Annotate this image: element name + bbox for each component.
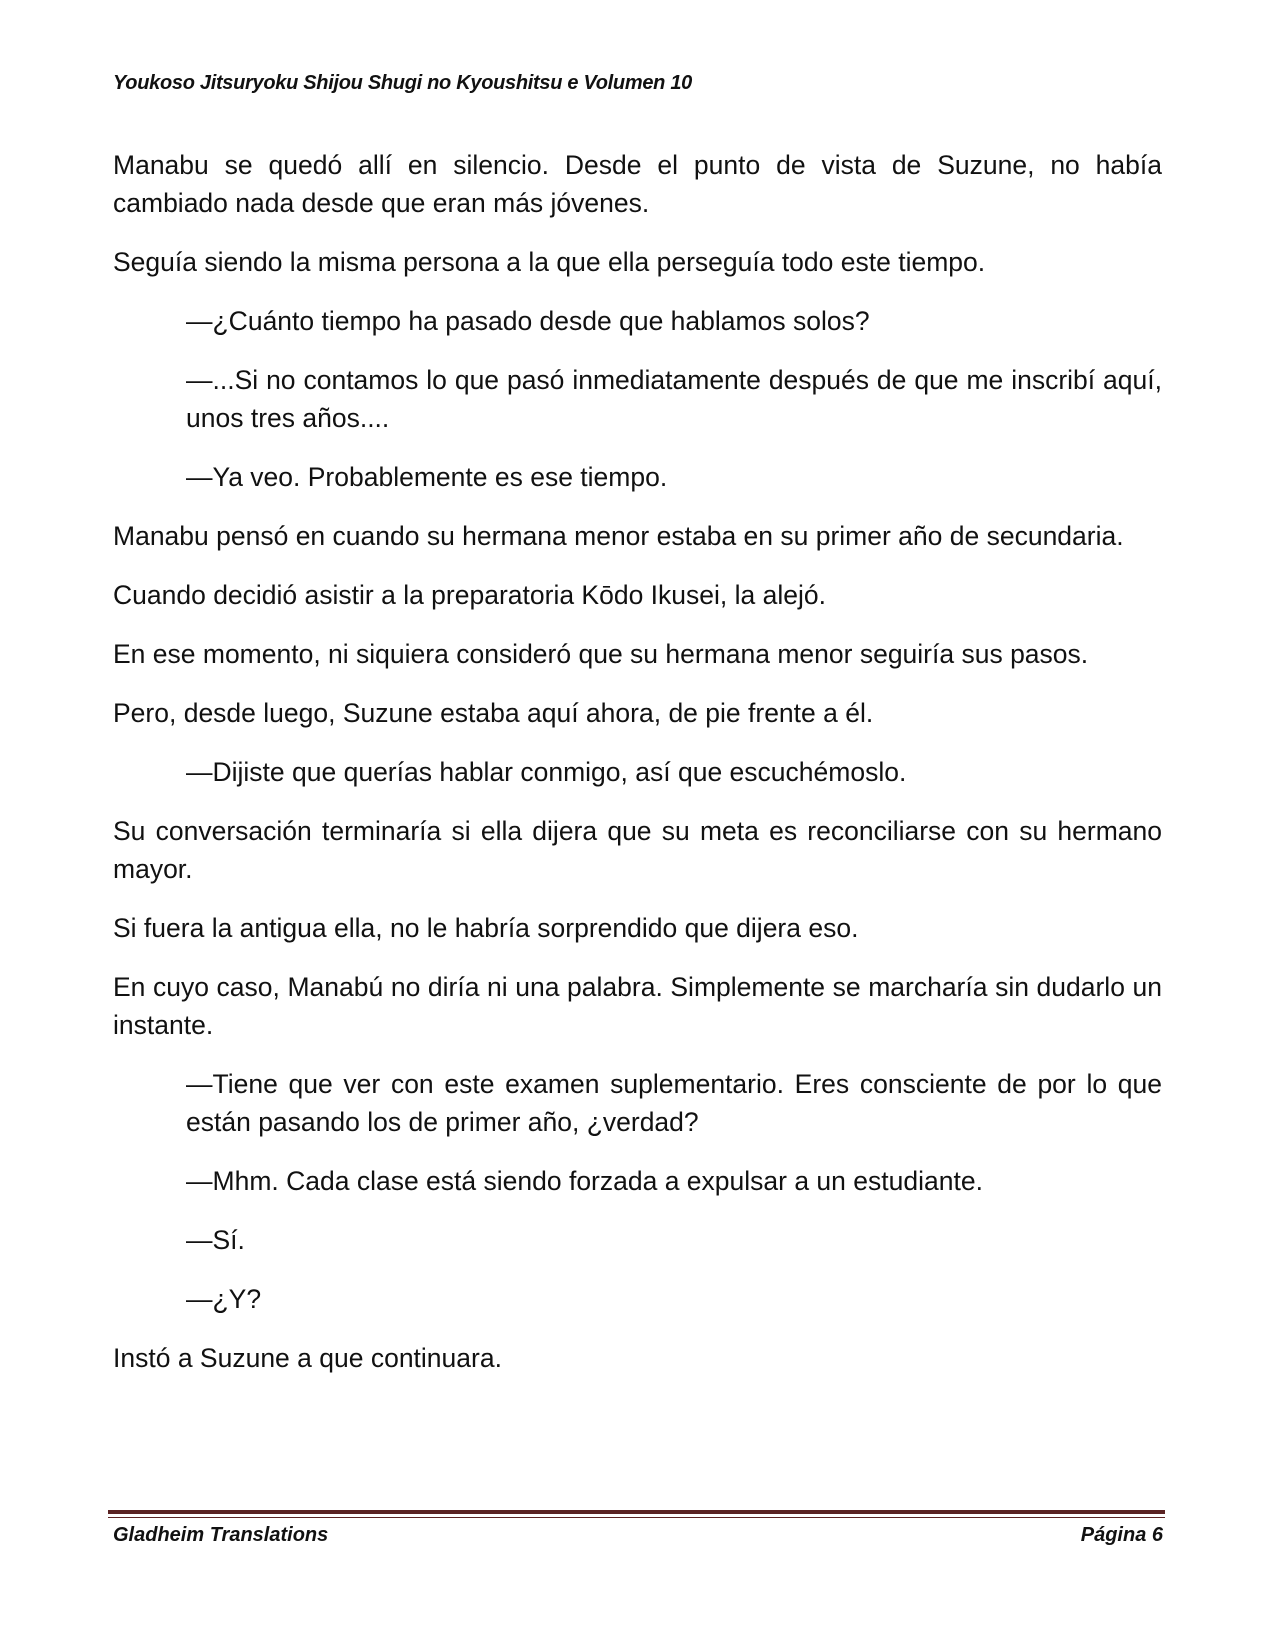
footer-divider-thin (108, 1517, 1165, 1518)
paragraph: En cuyo caso, Manabú no diría ni una palabra. Simplemente se marcharía sin dudarlo un instante. (113, 972, 1162, 1040)
running-header: Youkoso Jitsuryoku Shijou Shugi no Kyoushitsu e Volumen 10 (113, 72, 692, 94)
paragraph: Cuando decidió asistir a la preparatoria Kōdo Ikusei, la alejó. (113, 580, 826, 610)
dialog-line: —Ya veo. Probablemente es ese tiempo. (186, 462, 668, 492)
dialog-line: —¿Y? (186, 1284, 262, 1314)
dialog-line: —Dijiste que querías hablar conmigo, así que escuchémoslo. (186, 757, 907, 787)
footer-publisher: Gladheim Translations (113, 1524, 329, 1546)
paragraph: Instó a Suzune a que continuara. (113, 1343, 502, 1373)
paragraph: Seguía siendo la misma persona a la que ella perseguía todo este tiempo. (113, 247, 986, 277)
paragraph: En ese momento, ni siquiera consideró que su hermana menor seguiría sus pasos. (113, 639, 1089, 669)
dialog-line: —¿Cuánto tiempo ha pasado desde que hablamos solos? (186, 306, 870, 336)
footer-divider (108, 1510, 1165, 1514)
dialog-line: —Mhm. Cada clase está siendo forzada a expulsar a un estudiante. (186, 1166, 983, 1196)
paragraph: Pero, desde luego, Suzune estaba aquí ahora, de pie frente a él. (113, 698, 874, 728)
paragraph: Su conversación terminaría si ella dijera que su meta es reconciliarse con su hermano mayor. (113, 816, 1162, 884)
dialog-line: —...Si no contamos lo que pasó inmediatamente después de que me inscribí aquí, unos tres años.... (186, 365, 1162, 433)
dialog-line: —Tiene que ver con este examen suplementario. Eres consciente de por lo que están pasando los de primer año, ¿verdad? (186, 1069, 1162, 1137)
page-number: Página 6 (1080, 1524, 1163, 1546)
paragraph: Manabu pensó en cuando su hermana menor estaba en su primer año de secundaria. (113, 521, 1124, 551)
paragraph: Manabu se quedó allí en silencio. Desde el punto de vista de Suzune, no había cambiado nada desde que eran más jóvenes. (113, 150, 1162, 218)
dialog-line: —Sí. (186, 1225, 245, 1255)
page-body (113, 146, 1162, 1398)
paragraph: Si fuera la antigua ella, no le habría sorprendido que dijera eso. (113, 913, 859, 943)
